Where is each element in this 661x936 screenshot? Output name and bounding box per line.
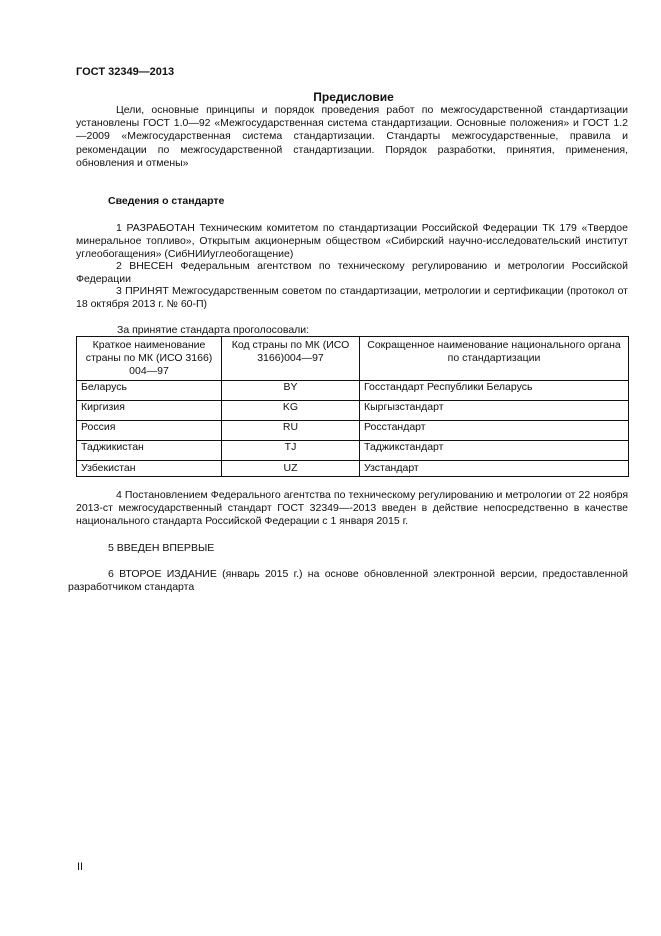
table-row xyxy=(77,401,629,421)
cell-body: Кыргызстандарт xyxy=(360,401,629,421)
item-submitted: 2 ВНЕСЕН Федеральным агентством по техническому регулированию и метрологии Российской Федерации xyxy=(76,260,628,286)
item-edition: 6 ВТОРОЕ ИЗДАНИЕ (январь 2015 г.) на основе обновленной электронной версии, предоставленной разработчиком стандарта xyxy=(68,568,628,594)
table-row xyxy=(77,421,629,441)
table-header-row xyxy=(77,337,629,381)
cell-country: Таджикистан xyxy=(77,441,222,461)
cell-body: Росстандарт xyxy=(360,421,629,441)
cell-code: KG xyxy=(222,401,360,421)
page-title: Предисловие xyxy=(313,90,394,104)
item-introduced: 5 ВВЕДЕН ВПЕРВЫЕ xyxy=(108,542,215,554)
cell-country: Киргизия xyxy=(77,401,222,421)
table-row xyxy=(77,441,629,461)
item-adopted: 3 ПРИНЯТ Межгосударственным советом по стандартизации, метрологии и сертификации (протокол от 18 октября 2013 г. № 60-П) xyxy=(76,285,628,311)
cell-body: Таджикстандарт xyxy=(360,441,629,461)
table-caption: За принятие стандарта проголосовали: xyxy=(117,324,310,336)
cell-body: Госстандарт Республики Беларусь xyxy=(360,381,629,401)
intro-paragraph: Цели, основные принципы и порядок проведения работ по межгосударственной стандартизации установлены ГОСТ 1.0—92 «Межгосударственная система стандартизации. Основные положения» и ГОСТ 1.2—2009 «Межгосударственная система стандартизации. Стандарты межгосударственные, правила и рекомендации по межгосударственной стандартизации. Порядок разработки, принятия, применения, обновления и отмены» xyxy=(76,104,628,169)
cell-country: Беларусь xyxy=(77,381,222,401)
document-id: ГОСТ 32349—2013 xyxy=(76,66,175,78)
page-number: II xyxy=(77,861,84,873)
cell-code: BY xyxy=(222,381,360,401)
header-country-code: Код страны по МК (ИСО 3166)004—97 xyxy=(222,337,360,381)
cell-code: RU xyxy=(222,421,360,441)
cell-code: TJ xyxy=(222,441,360,461)
cell-code: UZ xyxy=(222,461,360,477)
section-subheading: Сведения о стандарте xyxy=(108,195,225,207)
table-row xyxy=(77,381,629,401)
cell-country: Россия xyxy=(77,421,222,441)
header-national-body: Сокращенное наименование национального органа по стандартизации xyxy=(360,337,629,381)
item-enacted: 4 Постановлением Федерального агентства по техническому регулированию и метрологии от 22 ноября 2013-ст межгосударственный стандарт ГОСТ 32349—-2013 введен в действие непосредственно в качестве национального стандарта Российской Федерации с 1 января 2015 г. xyxy=(76,489,628,528)
header-country-name: Краткое наименование страны по МК (ИСО 3166) 004—97 xyxy=(77,337,222,381)
cell-body: Узстандарт xyxy=(360,461,629,477)
table-row xyxy=(77,461,629,477)
item-developed: 1 РАЗРАБОТАН Техническим комитетом по стандартизации Российской Федерации ТК 179 «Твердое минеральное топливо», Открытым акционерным обществом «Сибирский научно-исследовательский институт углеобогащения» (СибНИИуглеобогащение) xyxy=(76,222,628,261)
voting-table xyxy=(76,336,629,477)
cell-country: Узбекистан xyxy=(77,461,222,477)
